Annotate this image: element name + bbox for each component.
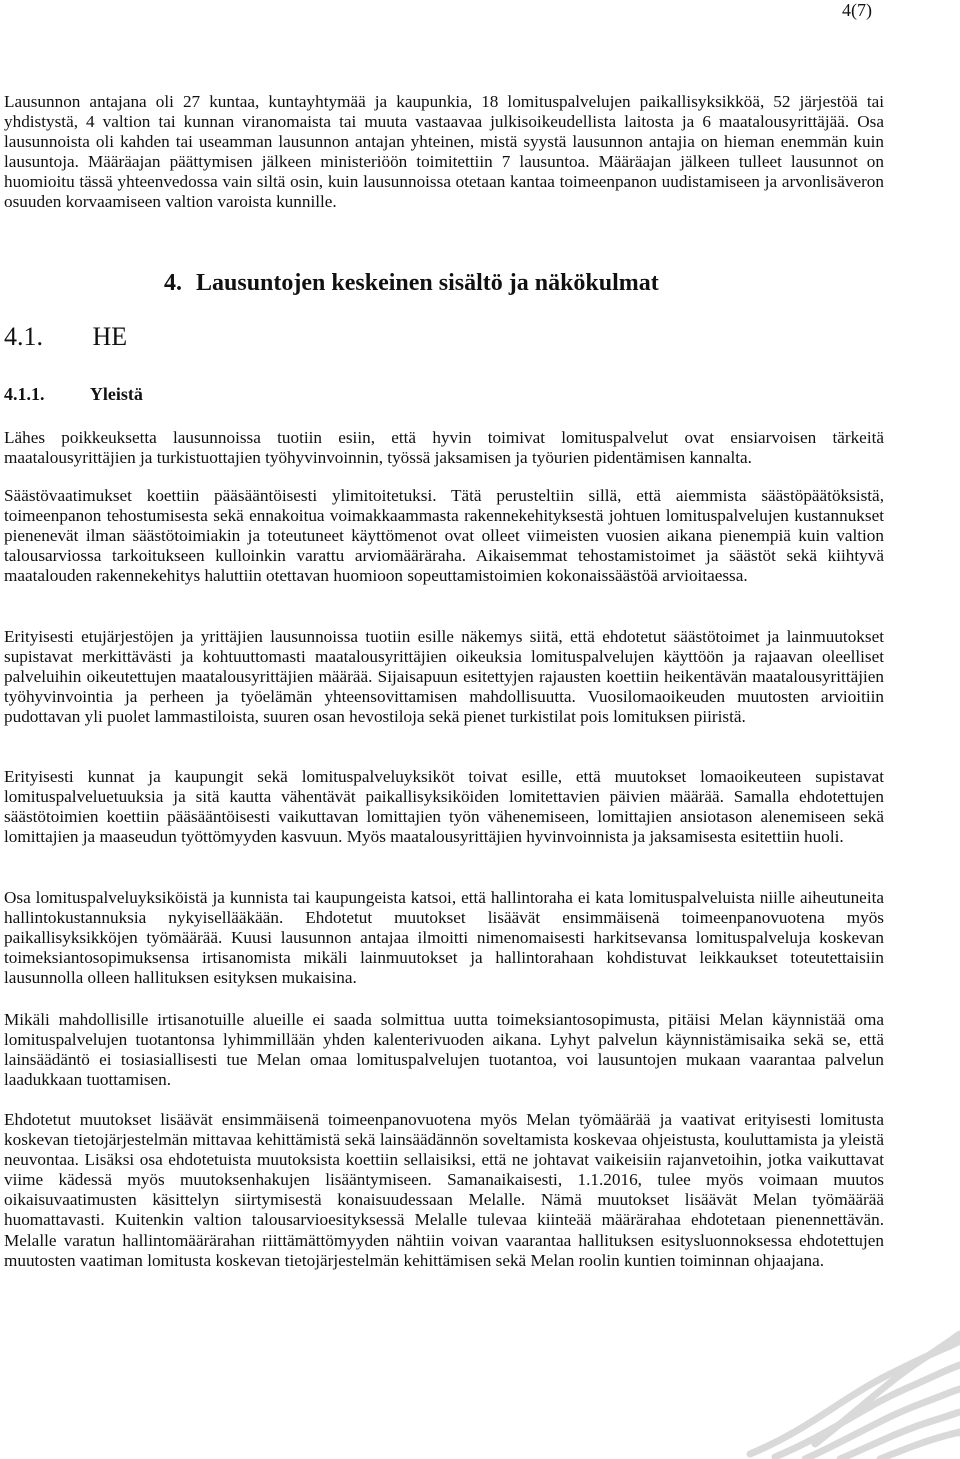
intro-paragraph: Lausunnon antajana oli 27 kuntaa, kuntayhtymää ja kaupunkia, 18 lomituspalvelujen paikallisyksikköä, 52 järjestöä tai yhdistystä, 4 valtion tai kunnan viranomaista tai muuta vastaavaa julkisoikeudellista laitosta ja 6 maatalousyrittäjää. Osa lausunnoista oli kahden tai useamman lausunnon antajan yhteinen, mistä syystä lausunnon antajia on hieman enemmän kuin lausuntoja. Määräajan päättymisen jälkeen ministeriöön toimitettiin 7 lausuntoa. Määräajan jälkeen tulleet lausunnot on huomioitu tässä yhteenvedossa vain siltä osin, kuin lausunnoissa otetaan kantaa toimeenpanon uudistamiseen ja arvonlisäveron osuuden korvaamiseen valtion varoista kunnille. bbox=[4, 92, 884, 212]
subsection-heading bbox=[4, 322, 127, 352]
wave-lines-icon bbox=[720, 1279, 960, 1459]
subsection-title: HE bbox=[92, 322, 128, 351]
paragraph: Säästövaatimukset koettiin pääsääntöisesti ylimitoitetuksi. Tätä perusteltiin sillä, että aiemmista säästöpäätöksistä, toimeenpanon tehostumisesta sekä ennakoitua voimakkaammasta rakennekehityksestä johtuen lomituspalvelujen kustannukset pienenevät ilman säästötoimiakin ja toteutuneet käyttömenot ovat olleet viimeisten vuosien aikana pienempiä kuin valtion talousarviossa tarkoitukseen kulloinkin varattu arviomääräraha. Aikaisemmat tehostamistoimet ja säästöt sekä kiihtyvä maatalouden rakennekehitys haluttiin otettavan huomioon sopeuttamistoimien kokonaissäästöä arvioitaessa. bbox=[4, 486, 884, 586]
subsubsection-number: 4.1.1. bbox=[4, 384, 45, 404]
section-number: 4. bbox=[164, 270, 182, 296]
page-number: 4(7) bbox=[842, 0, 872, 20]
subsection-number: 4.1. bbox=[4, 322, 43, 351]
section-title: Lausuntojen keskeinen sisältö ja näkökulmat bbox=[196, 270, 659, 296]
paragraph: Erityisesti kunnat ja kaupungit sekä lomituspalveluyksiköt toivat esille, että muutokset lomaoikeuteen supistavat lomituspalveluetuuksia ja sitä kautta vähentävät paikallisyksiköiden lomitettavien päivien määrää. Samalla ehdotettujen säästötoimien koettiin pääsääntöisesti vaikuttavan lomittajien työn vähenemiseen, lomittajien ansiotason alenemiseen sekä lomittajien ja maaseudun työttömyyden kasvuun. Myös maatalousyrittäjien hyvinvoinnista ja jaksamisesta esitettiin huoli. bbox=[4, 767, 884, 847]
paragraph: Erityisesti etujärjestöjen ja yrittäjien lausunnoissa tuotiin esille näkemys siitä, että ehdotetut säästötoimet ja lainmuutokset supistavat merkittävästi ja kohtuuttomasti maatalousyrittäjien oikeuksia lomituspalvelujen käyttöön ja rajaavan oleelliset palveluihin oikeutettujen maatalousyrittäjien määrää. Sijaisapuun esitettyjen rajausten koettiin heikentävän maatalousyrittäjien työhyvinvointia ja perheen ja työelämän yhteensovittamisen mahdollisuutta. Vuosilomaoikeuden muutosten arvioitiin pudottavan yli puolet lammastiloista, suuren osan hevostiloja sekä pienet turkistilat pois lomituksen piiristä. bbox=[4, 627, 884, 727]
section-heading bbox=[164, 268, 659, 298]
subsubsection-heading bbox=[4, 382, 143, 406]
subsubsection-title: Yleistä bbox=[89, 384, 143, 404]
paragraph: Osa lomituspalveluyksiköistä ja kunnista tai kaupungeista katsoi, että hallintoraha ei kata lomituspalveluista niille aiheutuneita hallintokustannuksia nykyisellääkään. Ehdotetut muutokset lisäävät ensimmäisenä toimeenpanovuotena myös paikallisyksikköjen työmäärää. Kuusi lausunnon antajaa ilmoitti nimenomaisesti harkitsevansa lomituspalveluja koskevan toimeksiantosopimuksensa irtisanomista mikäli lainmuutokset ja hallintorahaan kohdistuvat leikkaukset toteutettaisiin lausunnolla olleen hallituksen esityksen mukaisina. bbox=[4, 888, 884, 988]
paragraph: Ehdotetut muutokset lisäävät ensimmäisenä toimeenpanovuotena myös Melan työmäärää ja vaativat erityisesti lomitusta koskevan tietojärjestelmän mittavaa kehittämistä sekä lainsäädännön soveltamista koskevaa ohjeistusta, kouluttamista ja yleistä neuvontaa. Lisäksi osa ehdotetuista muutoksista koettiin sellaisiksi, että ne johtavat vaikeisiin rajanvetoihin, jotka vaikuttavat viime kädessä myös muutoksenhakujen lisääntymiseen. Samanaikaisesti, 1.1.2016, tulee myös voimaan muutos oikaisuvaatimusten käsittelyn siirtymisestä konaisuudessaan Melalle. Nämä muutokset lisäävät Melan työmäärää huomattavasti. Kuitenkin valtion talousarvioesityksessä Melalle tulevaa kiinteää määrärahaa ehdotetaan pienennettävän. Melalle varatun hallintomäärärahan riittämättömyyden nähtiin voivan vaarantaa hallituksen esitysluonnoksessa ehdotettujen muutosten vaatiman lomitusta koskevan tietojärjestelmän kehittämisen sekä Melan roolin kuntien toiminnan ohjaajana. bbox=[4, 1110, 884, 1270]
paragraph: Mikäli mahdollisille irtisanotuille alueille ei saada solmittua uutta toimeksiantosopimusta, pitäisi Melan käynnistää oma lomituspalvelujen tuotantonsa lyhimmillään yhden kalenterivuoden aikana. Lyhyt palvelun käynnistämisaika sekä se, että lainsäädäntö ei tosiasiallisesti tue Melan omaa lomituspalvelujen tuotantoa, voi lausuntojen mukaan vaarantaa palvelun laadukkaan tuottamisen. bbox=[4, 1010, 884, 1090]
paragraph: Lähes poikkeuksetta lausunnoissa tuotiin esiin, että hyvin toimivat lomituspalvelut ovat ensiarvoisen tärkeitä maatalousyrittäjien ja turkistuottajien työhyvinvoinnin, työssä jaksamisen ja työurien pidentämisen kannalta. bbox=[4, 428, 884, 468]
